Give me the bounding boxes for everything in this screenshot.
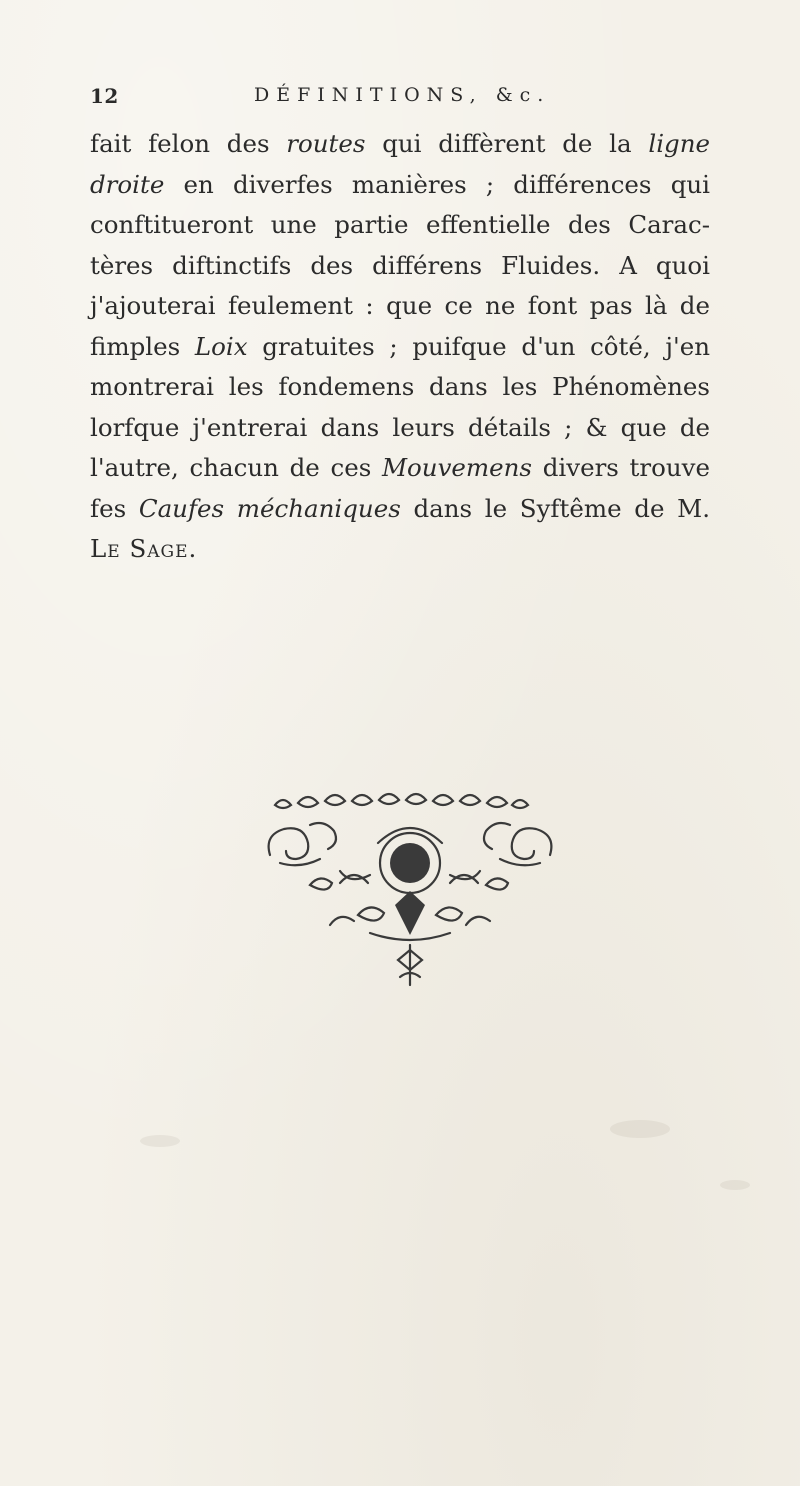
text-run: divers trouve [532,453,710,482]
italic-term: ligne [648,129,710,158]
text-line [90,246,710,287]
text-run: gratuites ; puifque d'un côté, j'en [247,331,711,361]
running-head: DÉFINITIONS, &c. [254,84,551,106]
text-run: conftitueront une partie effentielle des Carac- [90,210,710,239]
italic-term: droite [90,169,165,199]
body-paragraph [90,124,710,570]
text-run: fes [90,493,139,523]
text-run: fimples [90,331,195,361]
text-run: tères diftinctifs des différens Fluides. A quoi [90,250,710,280]
text-run: fait felon des [90,129,287,158]
italic-term: Mouvemens [381,453,533,482]
page-number: 12 [90,84,119,108]
text-line [90,367,710,408]
text-run: Le Sage. [90,534,198,563]
paper-stain [610,1120,670,1138]
text-line [90,408,710,449]
printers-ornament-icon [250,785,570,1015]
text-run: en diverfes manières ; différences qui [164,169,710,199]
text-run: montrerai les fondemens dans les Phénomènes [90,372,710,401]
text-line [90,165,710,206]
italic-term: Caufes méchaniques [138,493,401,523]
italic-term: Loix [194,331,248,361]
text-line [90,529,710,570]
text-line [90,124,710,165]
text-run: l'autre, chacun de ces [90,453,382,482]
text-line [90,448,710,489]
text-line [90,327,710,368]
page-header [90,84,710,120]
text-line [90,489,710,530]
text-run: dans le Syftême de M. [400,493,710,523]
text-run: j'ajouterai feulement : que ce ne font pas là de [90,291,710,320]
paper-stain [140,1135,180,1147]
paper-stain [720,1180,750,1190]
text-line [90,205,710,246]
italic-term: routes [286,129,366,158]
text-run: qui diffèrent de la [365,129,649,158]
text-run: lorfque j'entrerai dans leurs détails ; & que de [90,412,710,442]
text-line [90,286,710,327]
